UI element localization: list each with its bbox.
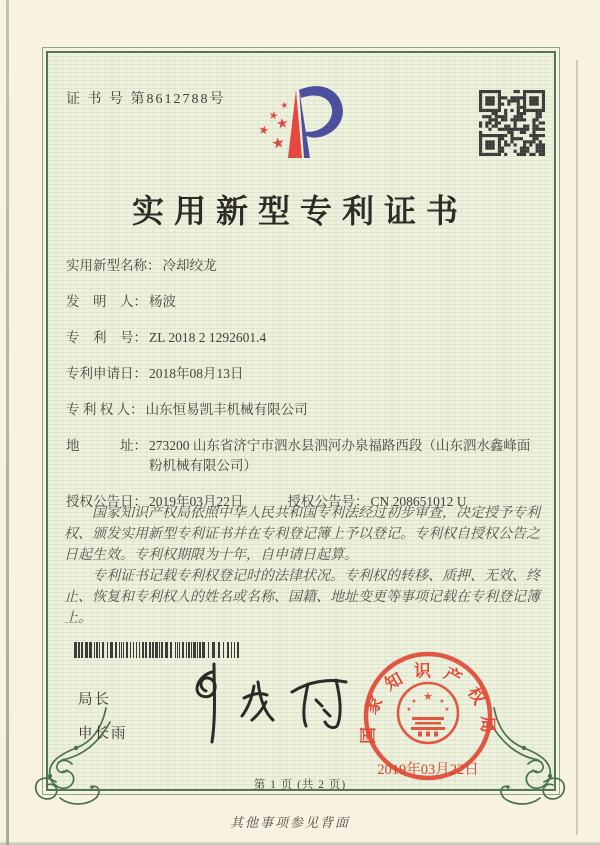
field-value: 2018年08月13日: [149, 366, 244, 381]
field-label: 实用新型名称：: [66, 258, 161, 273]
svg-text:★: ★: [411, 698, 417, 705]
legal-paragraph: 专利证书记载专利权登记时的法律状况。专利权的转移、质押、无效、终止、恢复和专利权人的姓名或名称、国籍、地址变更等事项记载在专利登记簿上。: [64, 569, 540, 626]
svg-text:★: ★: [279, 100, 290, 112]
certificate-number: 证 书 号 第8612788号: [66, 92, 226, 107]
field-list: [66, 256, 546, 512]
svg-text:★: ★: [439, 698, 445, 705]
field-value: 山东恒易凯丰机械有限公司: [145, 402, 308, 417]
svg-text:★: ★: [269, 133, 287, 154]
svg-text:★: ★: [267, 108, 280, 123]
field-label: 专利申请日：: [66, 366, 147, 381]
svg-text:★: ★: [423, 690, 433, 703]
field-row-inventor: [66, 292, 546, 312]
field-row-name: [66, 256, 546, 276]
cnipa-logo-icon: [235, 68, 365, 180]
svg-text:★: ★: [275, 115, 290, 133]
field-value: 冷却绞龙: [162, 258, 217, 273]
field-value: ZL 2018 2 1292601.4: [149, 330, 267, 345]
field-value: 2019年03月22日: [149, 494, 244, 509]
barcode: [74, 642, 242, 658]
field-value: CN 208651012 U: [370, 494, 467, 509]
field-value: 273200 山东省济宁市泗水县泗河办泉福路西段（山东泗水鑫峰面粉机械有限公司）: [149, 438, 531, 473]
seal-date: 2019年03月22日: [377, 762, 479, 778]
field-row-patentee: [66, 400, 546, 420]
director-title: 局长: [78, 692, 111, 708]
legal-text: [64, 503, 546, 629]
national-emblem-icon: [398, 683, 458, 743]
field-label: 发 明 人：: [66, 294, 147, 309]
field-row-patent-no: [66, 328, 546, 348]
field-row-address: [66, 436, 546, 476]
field-value: 杨波: [149, 294, 176, 309]
seal-ring-text: 国家知识产权局: [358, 661, 498, 745]
director-name: 申长雨: [78, 726, 128, 742]
director-block: [78, 688, 128, 756]
legal-paragraph: 国家知识产权局依照中华人民共和国专利法经过初步审查，决定授予专利权、颁发实用新型专利证书并在专利登记簿上予以登记。专利权自授权公告之日起生效。专利权期限为十年，自申请日起算。: [64, 506, 540, 563]
page-number: 第 1 页 (共 2 页): [253, 779, 347, 791]
certificate-title: 实用新型专利证书: [131, 193, 468, 229]
svg-text:★: ★: [444, 706, 450, 713]
svg-text:★: ★: [257, 122, 271, 139]
field-label: 授权公告号：: [287, 494, 369, 509]
svg-text:★: ★: [406, 706, 412, 713]
footer-note: 其他事项参见背面: [229, 815, 350, 830]
field-label: 专 利 号：: [66, 330, 147, 345]
signature-handwriting-icon: [170, 658, 360, 750]
field-row-filing-date: [66, 364, 546, 384]
field-label: 专 利 权 人：: [66, 402, 144, 417]
field-label: 地 址：: [66, 438, 147, 453]
field-label: 授权公告日：: [66, 494, 147, 509]
qr-code: [479, 90, 545, 156]
